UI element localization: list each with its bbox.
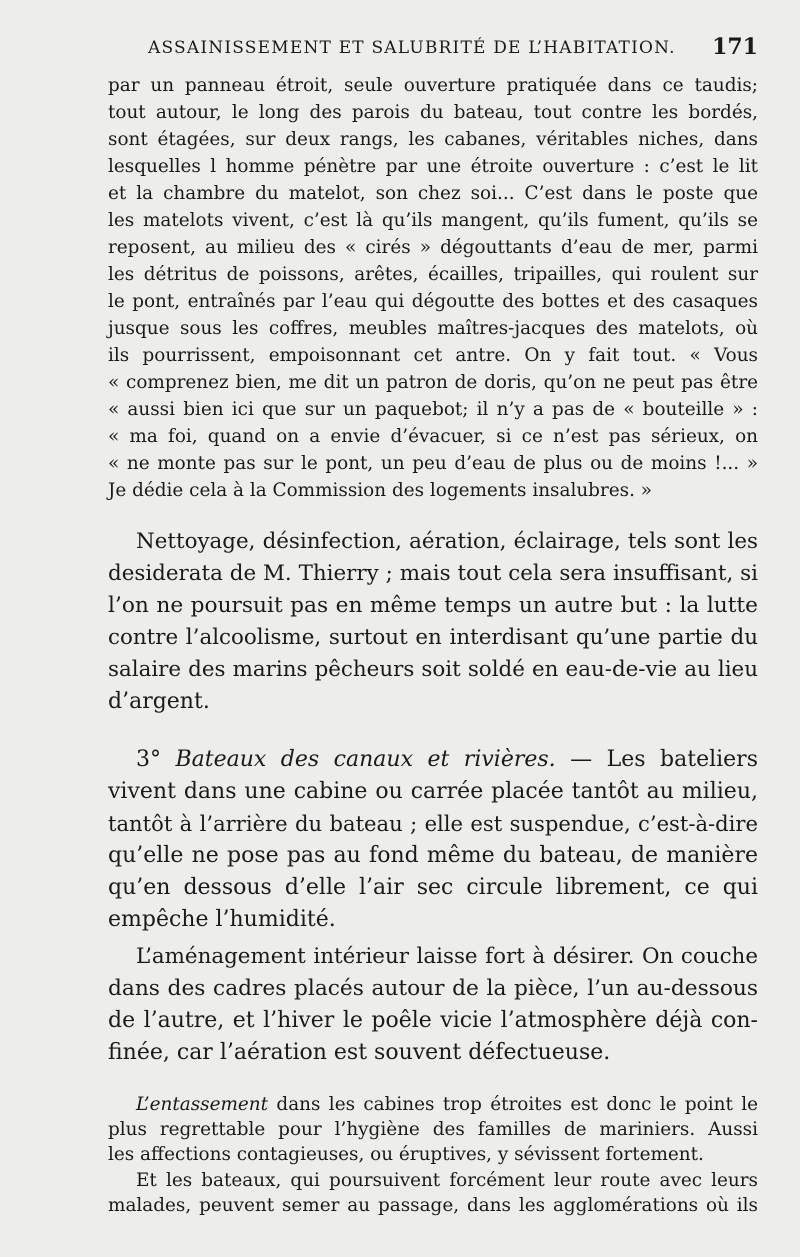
text-line: salaire des marins pêcheurs soit soldé en eau-de-vie au lieu bbox=[108, 657, 758, 682]
text-line: desiderata de M. Thierry ; mais tout cela sera insuffisant, si bbox=[108, 561, 758, 586]
text-line bbox=[108, 1092, 758, 1117]
text-line: vivent dans une cabine ou carrée placée tantôt au milieu, bbox=[108, 779, 758, 804]
text-line: malades, peuvent semer au passage, dans les agglomérations où ils bbox=[108, 1195, 758, 1216]
text-line: le pont, entraînés par l’eau qui dégoutte des bottes et des casaques bbox=[108, 291, 758, 312]
section-title: Bateaux des canaux et rivières. bbox=[175, 747, 556, 772]
text-line: de l’autre, et l’hiver le poêle vicie l’atmosphère déjà con- bbox=[108, 1008, 758, 1033]
text-line: dans des cadres placés autour de la pièce, l’un au-dessous bbox=[108, 976, 758, 1001]
text-line: les matelots vivent, c’est là qu’ils mangent, qu’ils fument, qu’ils se bbox=[108, 210, 758, 231]
section-heading-line bbox=[108, 744, 758, 776]
text-line: Nettoyage, désinfection, aération, éclairage, tels sont les bbox=[136, 529, 758, 554]
section-bateaux-canaux bbox=[108, 744, 758, 936]
section-number: 3° bbox=[136, 747, 161, 772]
text-line: contre l’alcoolisme, surtout en interdisant qu’une partie du bbox=[108, 625, 758, 650]
text-line: tantôt à l’arrière du bateau ; elle est suspendue, c’est-à-dire bbox=[108, 811, 758, 836]
text-line: « ma foi, quand on a envie d’évacuer, si ce n’est pas sérieux, on bbox=[108, 426, 758, 447]
text-line: ils pourrissent, empoisonnant cet antre. On y fait tout. « Vous bbox=[108, 345, 758, 366]
paragraph-bateaux-malades bbox=[108, 1168, 758, 1218]
text-line: jusque sous les coffres, meubles maîtres-jacques des matelots, où bbox=[108, 318, 758, 339]
text-line: « aussi bien ici que sur un paquebot; il n’y a pas de « bouteille » : bbox=[108, 399, 758, 420]
text-line: qu’en dessous d’elle l’air sec circule librement, ce qui bbox=[108, 875, 758, 900]
italic-term: L’entassement bbox=[136, 1094, 269, 1115]
text-line: « comprenez bien, me dit un patron de doris, qu’on ne peut pas être bbox=[108, 372, 758, 393]
text-line: les affections contagieuses, ou éruptives, y sévissent fortement. bbox=[108, 1144, 704, 1165]
text-line: d’argent. bbox=[108, 689, 210, 714]
text-line: empêche l’humidité. bbox=[108, 907, 336, 932]
running-title: ASSAINISSEMENT ET SALUBRITÉ DE L’HABITATION. bbox=[148, 38, 676, 58]
text-fragment: — Les bateliers bbox=[570, 747, 758, 772]
text-line: plus regrettable pour l’hygiène des familles de mariniers. Aussi bbox=[108, 1119, 758, 1140]
text-line: tout autour, le long des parois du bateau, tout contre les bordés, bbox=[108, 102, 758, 123]
text-line: L’aménagement intérieur laisse fort à désirer. On couche bbox=[136, 944, 758, 969]
paragraph-desiderata bbox=[108, 526, 758, 718]
text-line: Et les bateaux, qui poursuivent forcément leur route avec leurs bbox=[136, 1170, 758, 1191]
paragraph-entassement bbox=[108, 1092, 758, 1167]
text-line: sont étagées, sur deux rangs, les cabanes, véritables niches, dans bbox=[108, 129, 758, 150]
quoted-passage bbox=[108, 72, 758, 504]
text-line: Je dédie cela à la Commission des logements insalubres. » bbox=[108, 480, 653, 501]
text-line: lesquelles l homme pénètre par une étroite ouverture : c’est le lit bbox=[108, 156, 758, 177]
paragraph-amenagement bbox=[108, 941, 758, 1069]
text-fragment: dans les cabines trop étroites est donc le point le bbox=[276, 1094, 758, 1115]
text-line: l’on ne poursuit pas en même temps un autre but : la lutte bbox=[108, 593, 758, 618]
text-line: « ne monte pas sur le pont, un peu d’eau de plus ou de moins !... » bbox=[108, 453, 758, 474]
text-line: les détritus de poissons, arêtes, écailles, tripailles, qui roulent sur bbox=[108, 264, 758, 285]
page-number: 171 bbox=[712, 34, 758, 60]
text-line: par un panneau étroit, seule ouverture pratiquée dans ce taudis; bbox=[108, 75, 758, 96]
text-line: finée, car l’aération est souvent défectueuse. bbox=[108, 1040, 611, 1065]
text-line: qu’elle ne pose pas au fond même du bateau, de manière bbox=[108, 843, 758, 868]
text-line: et la chambre du matelot, son chez soi... C’est dans le poste que bbox=[108, 183, 758, 204]
page-header bbox=[148, 34, 758, 62]
text-line: reposent, au milieu des « cirés » dégouttants d’eau de mer, parmi bbox=[108, 237, 758, 258]
